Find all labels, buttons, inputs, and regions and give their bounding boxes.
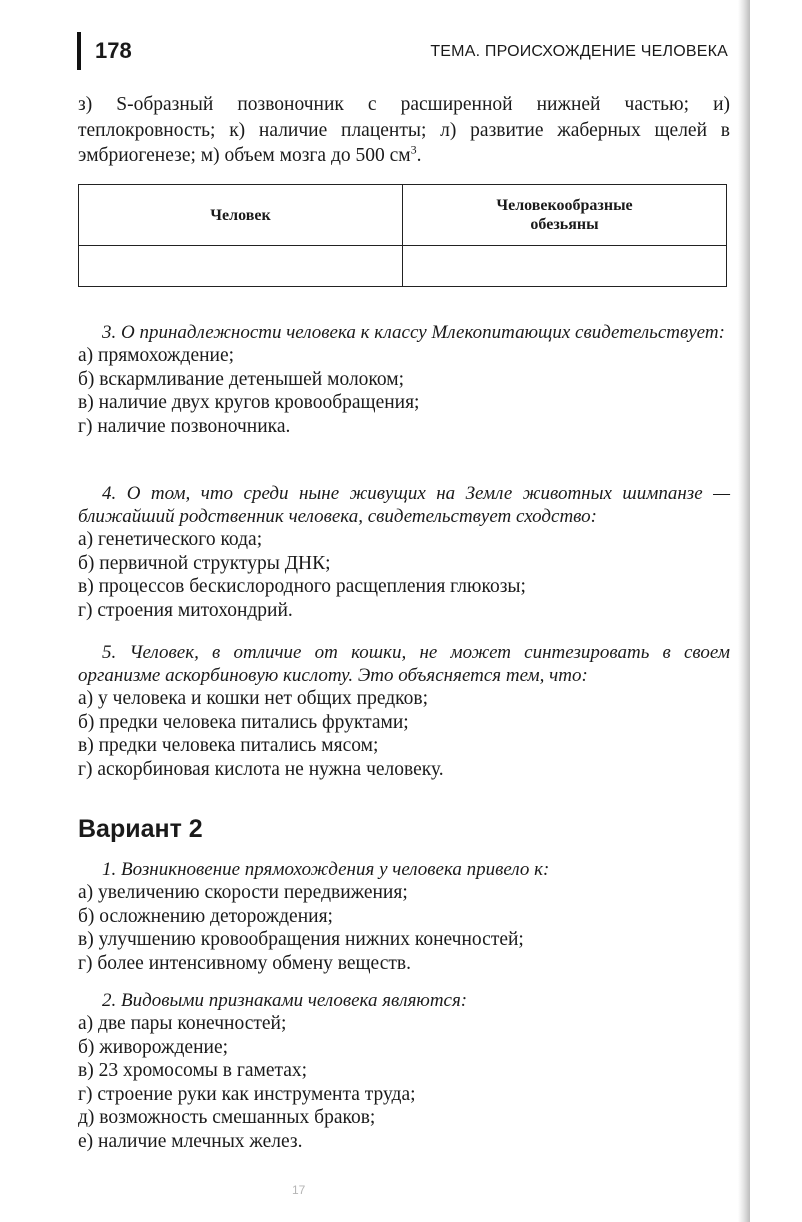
variant-heading: Вариант 2 <box>78 815 203 843</box>
answer-option: д) возможность смешанных браков; <box>78 1107 376 1128</box>
question-prompt: 2. Видовыми признаками человека являются: <box>102 990 468 1011</box>
page-edge-shadow <box>738 0 750 1222</box>
question-prompt: 1. Возникновение прямохождения у человека привело к: <box>102 859 550 880</box>
table-header-apes: Человекообразные обезьяны <box>403 185 727 246</box>
answer-option: е) наличие млечных желез. <box>78 1130 303 1152</box>
table-cell-human[interactable] <box>79 246 403 287</box>
question-prompt: 5. Человек, в отличие от кошки, не может синтезировать в своем организме аскорбиновую кислоту. Это объясняется тем, что: <box>78 642 730 686</box>
answer-option: а) две пары конечностей; <box>78 1013 287 1034</box>
intro-end: . <box>416 145 422 166</box>
answer-option: в) предки человека питались мясом; <box>78 735 379 756</box>
question-prompt: 3. О принадлежности человека к классу Млекопитающих свидетельствует: <box>102 322 725 343</box>
answer-option: а) прямохождение; <box>78 345 235 366</box>
page-margin <box>750 0 802 1222</box>
running-title: ТЕМА. ПРОИСХОЖДЕНИЕ ЧЕЛОВЕКА <box>430 43 728 60</box>
question-5 <box>78 641 730 781</box>
answer-option: г) наличие позвоночника. <box>78 415 291 437</box>
answer-option: г) более интенсивному обмену веществ. <box>78 952 411 974</box>
answer-option: г) строения митохондрий. <box>78 599 293 621</box>
table-cell-apes[interactable] <box>403 246 727 287</box>
answer-option: в) улучшению кровообращения нижних конечностей; <box>78 929 524 950</box>
answer-option: а) у человека и кошки нет общих предков; <box>78 688 428 709</box>
answer-option: б) первичной структуры ДНК; <box>78 552 331 574</box>
header-rule <box>77 32 81 70</box>
answer-option: а) генетического кода; <box>78 529 263 550</box>
answer-option: в) наличие двух кругов кровообращения; <box>78 392 420 413</box>
variant-question-2 <box>78 989 730 1153</box>
table-header-human: Человек <box>79 185 403 246</box>
question-3 <box>78 321 730 438</box>
intro-superscript: 3 <box>410 142 417 157</box>
intro-paragraph <box>78 92 730 169</box>
answer-option: б) осложнению деторождения; <box>78 905 333 927</box>
comparison-table <box>78 184 727 287</box>
answer-option: а) увеличению скорости передвижения; <box>78 882 408 903</box>
answer-option: б) предки человека питались фруктами; <box>78 711 409 733</box>
question-prompt: 4. О том, что среди ныне живущих на Земле животных шимпанзе — ближайший родственник человека, свидетельствует сходство: <box>78 483 730 527</box>
footer-mark: 17 <box>292 1183 306 1197</box>
page-number: 178 <box>95 38 132 63</box>
answer-option: в) 23 хромосомы в гаметах; <box>78 1060 308 1081</box>
answer-option: г) аскорбиновая кислота не нужна человеку. <box>78 758 444 780</box>
answer-option: б) вскармливание детенышей молоком; <box>78 368 405 390</box>
answer-option: г) строение руки как инструмента труда; <box>78 1083 416 1105</box>
variant-question-1 <box>78 858 730 975</box>
question-4 <box>78 482 730 622</box>
answer-option: б) живорождение; <box>78 1036 229 1058</box>
intro-text: з) S-образный позвоночник с расширенной нижней частью; и) теплокровность; к) наличие плаценты; л) развитие жаберных щелей в эмбриогенезе; м) объем мозга до 500 см <box>78 94 730 166</box>
answer-option: в) процессов бескислородного расщепления глюкозы; <box>78 576 526 597</box>
